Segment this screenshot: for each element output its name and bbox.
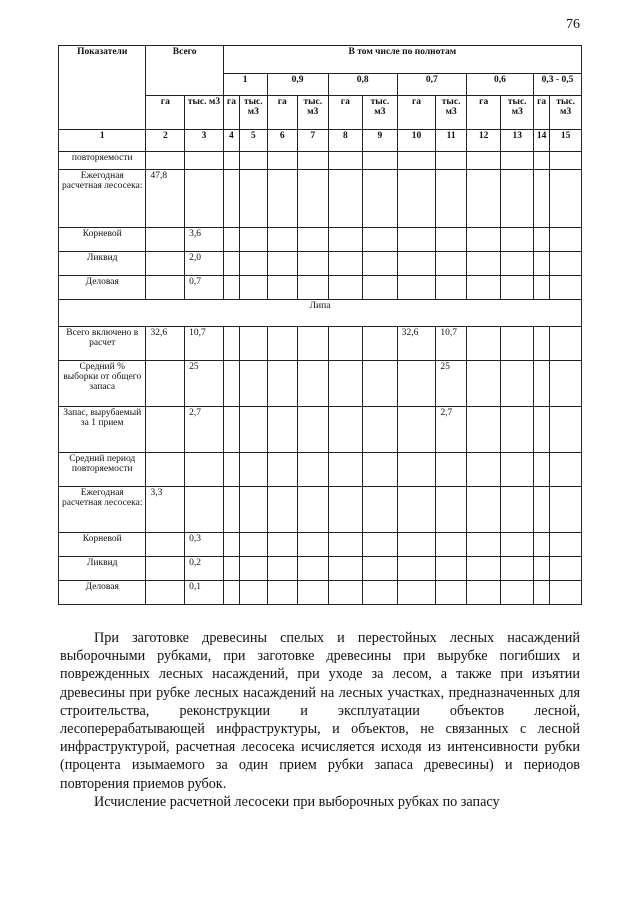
paragraph: При заготовке древесины спелых и перестойных лесных насаждений выборочными рубками, при заготовке древесины при вырубке погибших и поврежденных лесных насаждений, при уходе за лесом, а также при изъятии древесины при рубке лесных насаждений на лесных участках, предназначенных для строительства, реконструкции и эксплуатации объектов лесной, лесоперерабатывающей инфраструктуры, и объектов, не связанных с лесной инфраструктурой, расчетная лесосека исчисляется исходя из интенсивности рубки (процента изымаемого за один прием рубки запаса древесины) и периодов повторения приемов рубок.	[60, 630, 580, 792]
table-cell	[298, 533, 329, 557]
table-cell	[397, 361, 436, 407]
header-indicators: Показатели	[59, 46, 146, 130]
header-density-06: 0,6	[466, 74, 533, 96]
table-cell	[363, 453, 398, 487]
column-number: 3	[185, 130, 224, 152]
table-row	[59, 228, 582, 252]
table-cell	[328, 170, 363, 228]
table-cell	[397, 276, 436, 300]
table-cell	[466, 487, 501, 533]
table-cell	[267, 152, 298, 170]
header-unit-volume: тыс. м3	[298, 96, 329, 130]
table-cell	[363, 581, 398, 605]
table-cell: 2,7	[436, 407, 467, 453]
table-cell	[267, 487, 298, 533]
table-cell	[501, 252, 534, 276]
table-cell	[223, 487, 239, 533]
table-cell	[267, 252, 298, 276]
header-unit-ha: га	[534, 96, 550, 130]
table-cell	[501, 557, 534, 581]
table-cell	[466, 361, 501, 407]
row-label: Деловая	[59, 581, 146, 605]
table-row	[59, 276, 582, 300]
table-cell	[267, 276, 298, 300]
table-cell	[146, 252, 185, 276]
table-cell	[363, 228, 398, 252]
column-number: 1	[59, 130, 146, 152]
header-unit-volume: тыс. м3	[550, 96, 582, 130]
table-cell	[501, 327, 534, 361]
table-cell	[223, 407, 239, 453]
table-cell	[466, 252, 501, 276]
section-title-lipa: Липа	[59, 300, 582, 327]
table-cell	[436, 533, 467, 557]
table-cell	[298, 327, 329, 361]
table-cell	[436, 581, 467, 605]
row-label: Ежегодная расчетная лесосека:	[59, 170, 146, 228]
table-cell	[240, 228, 267, 252]
table-cell	[240, 487, 267, 533]
table-cell	[534, 170, 550, 228]
table-cell	[146, 533, 185, 557]
table-row	[59, 252, 582, 276]
table-cell	[185, 487, 224, 533]
table-cell	[397, 581, 436, 605]
table-cell	[223, 170, 239, 228]
column-number: 7	[298, 130, 329, 152]
table-cell	[466, 152, 501, 170]
table-row	[59, 533, 582, 557]
table-cell	[146, 407, 185, 453]
table-cell	[550, 581, 582, 605]
table-cell	[436, 487, 467, 533]
table-cell: 10,7	[436, 327, 467, 361]
table-cell	[267, 581, 298, 605]
table-cell	[436, 170, 467, 228]
table-cell	[146, 453, 185, 487]
column-number: 2	[146, 130, 185, 152]
table-row	[59, 581, 582, 605]
table-cell	[267, 170, 298, 228]
table-cell	[298, 276, 329, 300]
column-number: 8	[328, 130, 363, 152]
table-cell	[397, 228, 436, 252]
table-cell	[240, 407, 267, 453]
table-cell	[363, 557, 398, 581]
table-cell	[240, 276, 267, 300]
table-row	[59, 557, 582, 581]
table-cell	[223, 453, 239, 487]
page-number: 76	[566, 17, 580, 32]
column-number: 12	[466, 130, 501, 152]
table-cell	[534, 276, 550, 300]
table-cell	[534, 453, 550, 487]
table-cell	[240, 453, 267, 487]
table-cell	[328, 533, 363, 557]
column-number: 14	[534, 130, 550, 152]
header-density-07: 0,7	[397, 74, 466, 96]
table-cell	[298, 487, 329, 533]
table-cell	[223, 327, 239, 361]
table-cell	[328, 276, 363, 300]
row-label: Корневой	[59, 533, 146, 557]
header-unit-ha: га	[466, 96, 501, 130]
table-row	[59, 361, 582, 407]
table-cell	[267, 533, 298, 557]
table-cell: 10,7	[185, 327, 224, 361]
table-cell	[240, 533, 267, 557]
table-cell: 25	[436, 361, 467, 407]
table-cell	[550, 276, 582, 300]
table-cell	[328, 557, 363, 581]
table-cell	[501, 170, 534, 228]
table-cell	[466, 581, 501, 605]
table-cell	[240, 581, 267, 605]
table-cell	[534, 152, 550, 170]
header-unit-ha: га	[267, 96, 298, 130]
table-cell	[436, 276, 467, 300]
table-cell	[501, 487, 534, 533]
table-cell	[328, 228, 363, 252]
table-cell	[267, 327, 298, 361]
table-cell	[328, 407, 363, 453]
header-density-09: 0,9	[267, 74, 328, 96]
table-cell: 0,7	[185, 276, 224, 300]
table-cell	[466, 453, 501, 487]
row-label: Всего включено в расчет	[59, 327, 146, 361]
table-cell	[363, 252, 398, 276]
table-cell	[550, 453, 582, 487]
table-cell	[363, 533, 398, 557]
table-cell	[146, 581, 185, 605]
table-cell	[328, 581, 363, 605]
table-cell	[298, 152, 329, 170]
table-cell	[223, 152, 239, 170]
table-cell	[436, 228, 467, 252]
table-row	[59, 170, 582, 228]
column-number-row	[59, 130, 582, 152]
table-cell	[363, 152, 398, 170]
table-cell	[501, 228, 534, 252]
table-cell	[534, 407, 550, 453]
table-cell: 25	[185, 361, 224, 407]
table-cell	[550, 557, 582, 581]
column-number: 4	[223, 130, 239, 152]
row-label: Запас, вырубаемый за 1 прием	[59, 407, 146, 453]
row-label: Ликвид	[59, 557, 146, 581]
paragraph: Исчисление расчетной лесосеки при выборочных рубках по запасу	[94, 793, 500, 810]
header-total: Всего	[146, 46, 223, 96]
table-cell	[146, 361, 185, 407]
table-cell	[466, 533, 501, 557]
column-number: 10	[397, 130, 436, 152]
table-cell	[185, 170, 224, 228]
table-row	[59, 152, 582, 170]
table-cell: 0,2	[185, 557, 224, 581]
table-cell	[146, 557, 185, 581]
header-unit-ha: га	[328, 96, 363, 130]
table-row	[59, 407, 582, 453]
table-cell	[223, 252, 239, 276]
table-cell	[363, 276, 398, 300]
table-cell	[534, 252, 550, 276]
table-cell	[436, 252, 467, 276]
table-cell	[501, 533, 534, 557]
row-label: Средний % выборки от общего запаса	[59, 361, 146, 407]
table-cell	[466, 170, 501, 228]
table-cell	[466, 327, 501, 361]
table-cell	[298, 581, 329, 605]
table-cell	[534, 581, 550, 605]
table-cell	[363, 327, 398, 361]
table-cell	[363, 487, 398, 533]
table-cell	[240, 361, 267, 407]
header-density-1: 1	[223, 74, 267, 96]
table-cell	[298, 170, 329, 228]
table-cell	[550, 327, 582, 361]
table-cell	[550, 252, 582, 276]
header-unit-volume: тыс. м3	[436, 96, 467, 130]
table-cell	[185, 152, 224, 170]
table-cell	[223, 276, 239, 300]
row-label: Корневой	[59, 228, 146, 252]
table-cell	[240, 252, 267, 276]
row-label: Деловая	[59, 276, 146, 300]
row-label: Ликвид	[59, 252, 146, 276]
table-cell: 0,3	[185, 533, 224, 557]
header-unit-volume: тыс. м3	[363, 96, 398, 130]
table-cell	[298, 361, 329, 407]
column-number: 13	[501, 130, 534, 152]
table-cell	[298, 453, 329, 487]
table-cell	[298, 228, 329, 252]
table-cell	[146, 276, 185, 300]
column-number: 15	[550, 130, 582, 152]
table-cell	[534, 487, 550, 533]
table-cell	[240, 152, 267, 170]
table-cell	[501, 361, 534, 407]
table-cell	[298, 252, 329, 276]
table-cell	[501, 581, 534, 605]
table-cell	[267, 453, 298, 487]
table-cell	[328, 252, 363, 276]
header-density-03-05: 0,3 - 0,5	[534, 74, 582, 96]
body-text	[60, 629, 580, 811]
table-cell	[550, 533, 582, 557]
table-cell	[397, 170, 436, 228]
table-row	[59, 327, 582, 361]
table-cell	[397, 533, 436, 557]
column-number: 6	[267, 130, 298, 152]
table-cell	[501, 407, 534, 453]
table-cell	[466, 407, 501, 453]
table-cell	[298, 407, 329, 453]
table-cell: 32,6	[397, 327, 436, 361]
table-cell	[223, 557, 239, 581]
table-cell: 47,8	[146, 170, 185, 228]
table-cell	[240, 170, 267, 228]
header-by-density: В том числе по полнотам	[223, 46, 581, 74]
table-cell	[267, 228, 298, 252]
table-cell	[550, 487, 582, 533]
table-cell	[240, 327, 267, 361]
table-cell: 2,7	[185, 407, 224, 453]
row-label: повторяемости	[59, 152, 146, 170]
table-cell	[534, 327, 550, 361]
header-unit-volume: тыс. м3	[240, 96, 267, 130]
header-unit-ha: га	[146, 96, 185, 130]
table-cell	[397, 487, 436, 533]
table-cell	[550, 361, 582, 407]
table-row	[59, 487, 582, 533]
table-cell	[267, 407, 298, 453]
table-cell	[267, 361, 298, 407]
table-cell	[466, 276, 501, 300]
table-cell: 3,3	[146, 487, 185, 533]
header-unit-ha: га	[397, 96, 436, 130]
table-cell: 32,6	[146, 327, 185, 361]
table-cell	[240, 557, 267, 581]
table-cell	[223, 533, 239, 557]
table-cell	[397, 252, 436, 276]
table-cell	[397, 407, 436, 453]
table-cell	[298, 557, 329, 581]
table-cell	[501, 152, 534, 170]
table-cell	[534, 557, 550, 581]
table-cell	[397, 557, 436, 581]
table-cell	[223, 228, 239, 252]
table-cell	[328, 361, 363, 407]
forest-cutting-table	[58, 45, 582, 605]
table-cell: 2,0	[185, 252, 224, 276]
table-cell: 3,6	[185, 228, 224, 252]
table-cell	[328, 487, 363, 533]
table-cell	[501, 453, 534, 487]
table-cell	[397, 453, 436, 487]
table-cell	[550, 152, 582, 170]
table-cell	[185, 453, 224, 487]
column-number: 5	[240, 130, 267, 152]
table-cell	[550, 228, 582, 252]
table-cell	[223, 361, 239, 407]
table-cell	[328, 152, 363, 170]
table-cell	[223, 581, 239, 605]
table-cell	[267, 557, 298, 581]
header-unit-volume: тыс. м3	[185, 96, 224, 130]
header-density-08: 0,8	[328, 74, 397, 96]
row-label: Средний период повторяемости	[59, 453, 146, 487]
table-cell	[501, 276, 534, 300]
table-cell	[466, 228, 501, 252]
table-cell	[550, 170, 582, 228]
column-number: 9	[363, 130, 398, 152]
table-cell	[363, 361, 398, 407]
header-unit-ha: га	[223, 96, 239, 130]
table-cell	[397, 152, 436, 170]
table-cell	[363, 407, 398, 453]
table-cell	[436, 557, 467, 581]
table-cell	[146, 152, 185, 170]
table-cell	[436, 453, 467, 487]
table-cell	[466, 557, 501, 581]
table-cell	[534, 361, 550, 407]
row-label: Ежегодная расчетная лесосека:	[59, 487, 146, 533]
table-row	[59, 453, 582, 487]
table-cell: 0,1	[185, 581, 224, 605]
table-cell	[534, 228, 550, 252]
table-cell	[436, 152, 467, 170]
column-number: 11	[436, 130, 467, 152]
header-unit-volume: тыс. м3	[501, 96, 534, 130]
table-cell	[328, 327, 363, 361]
table-cell	[534, 533, 550, 557]
table-cell	[363, 170, 398, 228]
table-cell	[146, 228, 185, 252]
table-cell	[550, 407, 582, 453]
table-cell	[328, 453, 363, 487]
